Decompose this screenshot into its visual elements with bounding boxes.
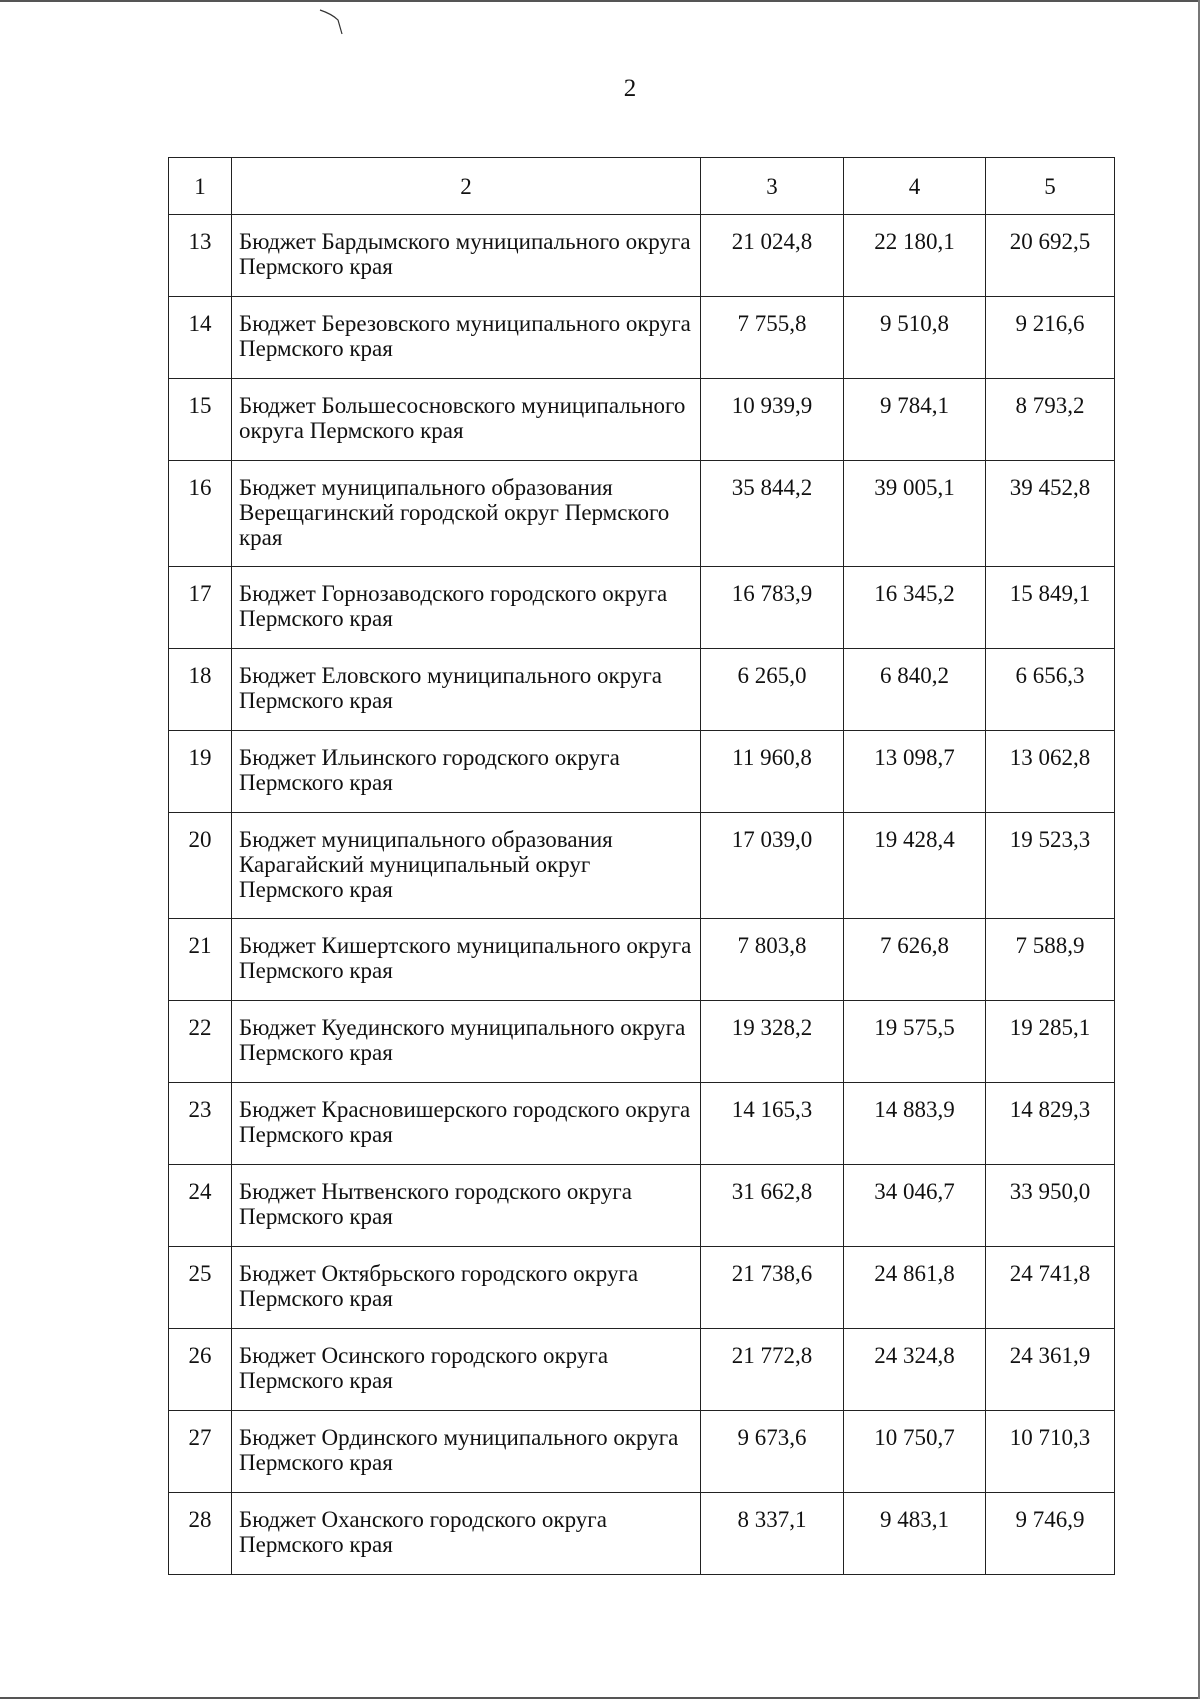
row-number: 17 (169, 567, 232, 649)
table-row (169, 813, 1115, 919)
value-col-4: 19 428,4 (844, 813, 986, 919)
table-row (169, 1083, 1115, 1165)
value-col-5: 39 452,8 (986, 461, 1115, 567)
row-number: 26 (169, 1329, 232, 1411)
row-number: 15 (169, 379, 232, 461)
value-col-3: 17 039,0 (701, 813, 844, 919)
value-col-3: 21 738,6 (701, 1247, 844, 1329)
row-number: 23 (169, 1083, 232, 1165)
budget-name: Бюджет Ординского муниципального округа Пермского края (232, 1411, 701, 1493)
budget-name: Бюджет Октябрьского городского округа Пермского края (232, 1247, 701, 1329)
budget-name: Бюджет Красновишерского городского округа Пермского края (232, 1083, 701, 1165)
budget-name: Бюджет муниципального образования Верещагинский городской округ Пермского края (232, 461, 701, 567)
value-col-4: 24 861,8 (844, 1247, 986, 1329)
value-col-5: 33 950,0 (986, 1165, 1115, 1247)
value-col-5: 19 285,1 (986, 1001, 1115, 1083)
budget-name: Бюджет Нытвенского городского округа Пермского края (232, 1165, 701, 1247)
value-col-3: 16 783,9 (701, 567, 844, 649)
value-col-4: 9 510,8 (844, 297, 986, 379)
budget-name: Бюджет муниципального образования Карагайский муниципальный округ Пермского края (232, 813, 701, 919)
value-col-3: 7 755,8 (701, 297, 844, 379)
table-row (169, 1001, 1115, 1083)
value-col-3: 8 337,1 (701, 1493, 844, 1575)
value-col-5: 6 656,3 (986, 649, 1115, 731)
value-col-4: 39 005,1 (844, 461, 986, 567)
value-col-3: 31 662,8 (701, 1165, 844, 1247)
table-row (169, 919, 1115, 1001)
value-col-4: 10 750,7 (844, 1411, 986, 1493)
budget-name: Бюджет Куединского муниципального округа Пермского края (232, 1001, 701, 1083)
value-col-5: 8 793,2 (986, 379, 1115, 461)
value-col-4: 6 840,2 (844, 649, 986, 731)
table-row (169, 1247, 1115, 1329)
value-col-3: 7 803,8 (701, 919, 844, 1001)
table-row (169, 461, 1115, 567)
value-col-4: 22 180,1 (844, 215, 986, 297)
value-col-3: 9 673,6 (701, 1411, 844, 1493)
value-col-5: 20 692,5 (986, 215, 1115, 297)
value-col-4: 13 098,7 (844, 731, 986, 813)
value-col-5: 10 710,3 (986, 1411, 1115, 1493)
value-col-4: 9 483,1 (844, 1493, 986, 1575)
row-number: 20 (169, 813, 232, 919)
table-row (169, 731, 1115, 813)
row-number: 22 (169, 1001, 232, 1083)
budget-name: Бюджет Оханского городского округа Пермского края (232, 1493, 701, 1575)
value-col-5: 24 741,8 (986, 1247, 1115, 1329)
budget-name: Бюджет Горнозаводского городского округа Пермского края (232, 567, 701, 649)
column-header-5: 5 (986, 158, 1115, 215)
value-col-3: 21 772,8 (701, 1329, 844, 1411)
row-number: 16 (169, 461, 232, 567)
table-row (169, 215, 1115, 297)
budget-name: Бюджет Кишертского муниципального округа Пермского края (232, 919, 701, 1001)
column-header-3: 3 (701, 158, 844, 215)
column-header-1: 1 (169, 158, 232, 215)
value-col-4: 24 324,8 (844, 1329, 986, 1411)
page-border-top (0, 0, 1200, 2)
value-col-5: 7 588,9 (986, 919, 1115, 1001)
value-col-5: 13 062,8 (986, 731, 1115, 813)
table-header-row (169, 158, 1115, 215)
value-col-5: 24 361,9 (986, 1329, 1115, 1411)
value-col-3: 6 265,0 (701, 649, 844, 731)
table-row (169, 1165, 1115, 1247)
row-number: 25 (169, 1247, 232, 1329)
value-col-3: 11 960,8 (701, 731, 844, 813)
table-row (169, 379, 1115, 461)
row-number: 18 (169, 649, 232, 731)
budget-table (168, 157, 1115, 1575)
value-col-3: 10 939,9 (701, 379, 844, 461)
value-col-5: 9 746,9 (986, 1493, 1115, 1575)
value-col-4: 19 575,5 (844, 1001, 986, 1083)
budget-name: Бюджет Еловского муниципального округа Пермского края (232, 649, 701, 731)
value-col-3: 19 328,2 (701, 1001, 844, 1083)
value-col-4: 7 626,8 (844, 919, 986, 1001)
table-row (169, 567, 1115, 649)
value-col-5: 15 849,1 (986, 567, 1115, 649)
table-row (169, 1329, 1115, 1411)
budget-name: Бюджет Осинского городского округа Пермского края (232, 1329, 701, 1411)
value-col-5: 19 523,3 (986, 813, 1115, 919)
value-col-5: 14 829,3 (986, 1083, 1115, 1165)
row-number: 19 (169, 731, 232, 813)
value-col-3: 14 165,3 (701, 1083, 844, 1165)
row-number: 27 (169, 1411, 232, 1493)
row-number: 28 (169, 1493, 232, 1575)
budget-name: Бюджет Бардымского муниципального округа Пермского края (232, 215, 701, 297)
value-col-4: 34 046,7 (844, 1165, 986, 1247)
row-number: 24 (169, 1165, 232, 1247)
budget-name: Бюджет Ильинского городского округа Пермского края (232, 731, 701, 813)
value-col-4: 14 883,9 (844, 1083, 986, 1165)
table-row (169, 1493, 1115, 1575)
value-col-4: 9 784,1 (844, 379, 986, 461)
table-row (169, 649, 1115, 731)
column-header-4: 4 (844, 158, 986, 215)
table-row (169, 297, 1115, 379)
scan-artifact-mark (318, 6, 348, 36)
table-row (169, 1411, 1115, 1493)
column-header-2: 2 (232, 158, 701, 215)
budget-name: Бюджет Березовского муниципального округа Пермского края (232, 297, 701, 379)
row-number: 14 (169, 297, 232, 379)
value-col-3: 35 844,2 (701, 461, 844, 567)
budget-name: Бюджет Большесосновского муниципального округа Пермского края (232, 379, 701, 461)
value-col-3: 21 024,8 (701, 215, 844, 297)
value-col-5: 9 216,6 (986, 297, 1115, 379)
row-number: 13 (169, 215, 232, 297)
page-number: 2 (623, 75, 637, 102)
value-col-4: 16 345,2 (844, 567, 986, 649)
row-number: 21 (169, 919, 232, 1001)
